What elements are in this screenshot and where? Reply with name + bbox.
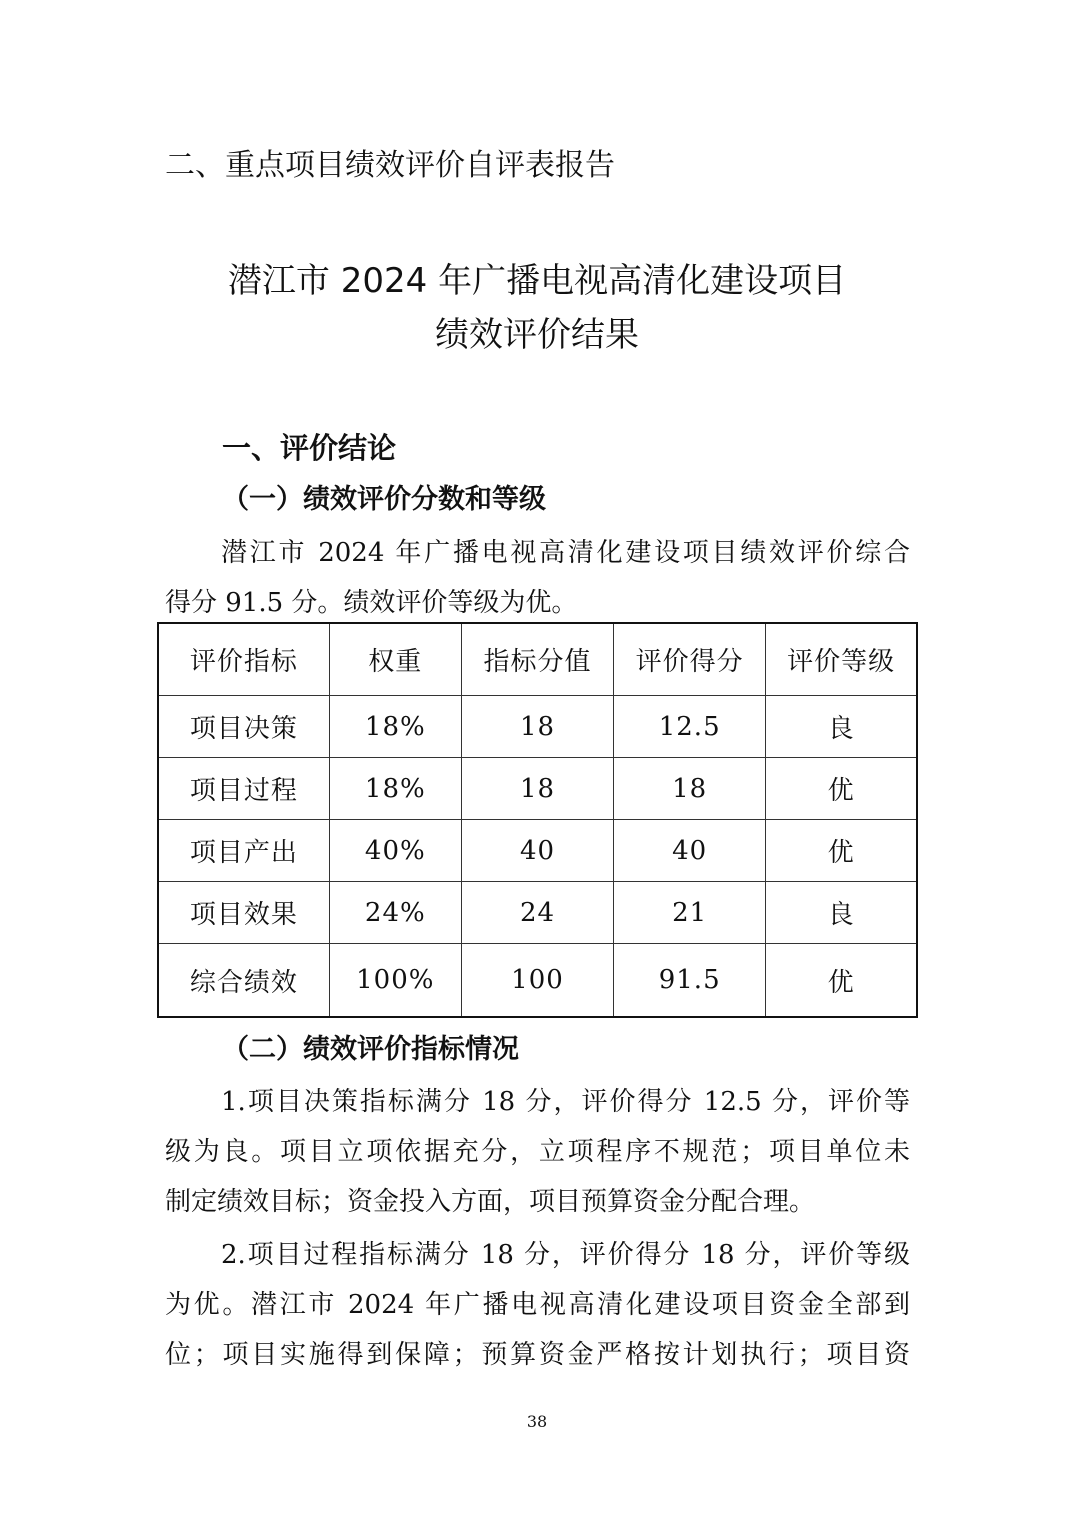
para1-line-3: 制定绩效目标；资金投入方面，项目预算资金分配合理。 [165,1187,816,1217]
table-cell: 优 [766,944,917,1018]
table-cell: 91.5 [614,944,766,1018]
subheading-score-and-grade: （一）绩效评价分数和等级 [222,484,546,515]
table-cell: 综合绩效 [158,944,329,1018]
table-cell: 21 [614,882,766,944]
table-cell: 40 [461,820,613,882]
table-cell: 18% [329,758,461,820]
heading-evaluation-conclusion: 一、评价结论 [222,431,397,465]
table-cell: 24% [329,882,461,944]
para2-line-2: 为优。潜江市 2024 年广播电视高清化建设项目资金全部到 [165,1290,910,1320]
table-cell: 40% [329,820,461,882]
header-cell: 评价指标 [158,623,329,696]
para1-line-1: 1.项目决策指标满分 18 分，评价得分 12.5 分，评价等 [221,1087,910,1117]
table-cell: 18 [614,758,766,820]
table-cell: 优 [766,820,917,882]
table-cell: 18 [461,696,613,758]
header-cell: 评价得分 [614,623,766,696]
table-cell: 40 [614,820,766,882]
para2-line-3: 位；项目实施得到保障；预算资金严格按计划执行；项目资 [165,1340,910,1370]
intro-line-1: 潜江市 2024 年广播电视高清化建设项目绩效评价综合 [221,538,910,568]
para2-line-1: 2.项目过程指标满分 18 分，评价得分 18 分，评价等级 [221,1240,910,1270]
table-cell: 100 [461,944,613,1018]
table-cell: 项目决策 [158,696,329,758]
table-cell: 项目过程 [158,758,329,820]
intro-paragraph [165,528,910,628]
para1-line-2: 级为良。项目立项依据充分，立项程序不规范；项目单位未 [165,1137,910,1167]
table-row [158,882,917,944]
subheading-indicator-details: （二）绩效评价指标情况 [222,1034,519,1065]
table-total-row [158,944,917,1018]
table-cell: 24 [461,882,613,944]
process-indicator-paragraph [165,1230,910,1380]
header-cell: 评价等级 [766,623,917,696]
score-table [157,622,918,1018]
section-heading: 二、重点项目绩效评价自评表报告 [165,148,615,183]
table-cell: 12.5 [614,696,766,758]
report-title-line-2: 绩效评价结果 [435,315,639,355]
table-header-row [158,623,917,696]
table-cell: 18 [461,758,613,820]
table-cell: 18% [329,696,461,758]
table-cell: 良 [766,696,917,758]
header-cell: 指标分值 [461,623,613,696]
header-cell: 权重 [329,623,461,696]
table-cell: 100% [329,944,461,1018]
intro-line-2: 得分 91.5 分。绩效评价等级为优。 [165,588,578,618]
decision-indicator-paragraph [165,1077,910,1227]
table-row [158,820,917,882]
page-number: 38 [526,1412,548,1431]
table-cell: 项目产出 [158,820,329,882]
table-row [158,696,917,758]
table-cell: 项目效果 [158,882,329,944]
table-cell: 优 [766,758,917,820]
table-cell: 良 [766,882,917,944]
report-title-line-1: 潜江市 2024 年广播电视高清化建设项目 [227,261,847,301]
table-row [158,758,917,820]
